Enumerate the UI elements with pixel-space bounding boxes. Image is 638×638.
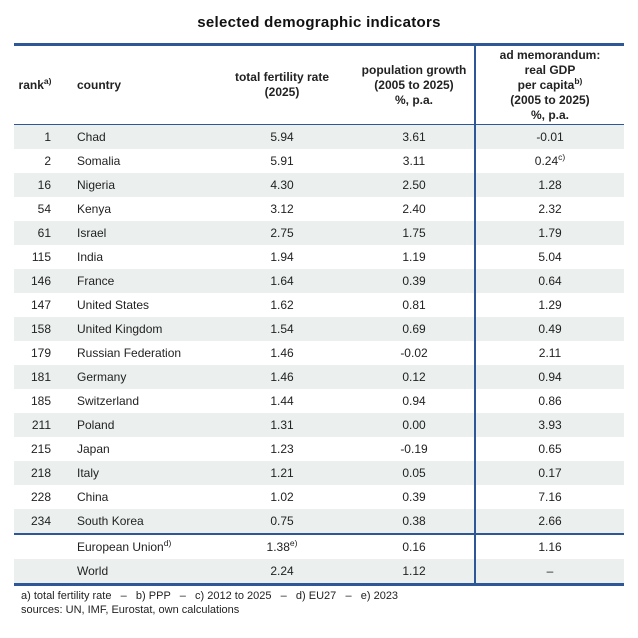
cell-tfr: 1.62	[270, 298, 294, 312]
cell-country: Germany	[77, 370, 127, 384]
column-header-country: country	[56, 45, 210, 125]
table-row	[14, 245, 624, 269]
column-header-tfr: total fertility rate (2025)	[210, 45, 354, 125]
table-row	[14, 485, 624, 509]
column-header-growth: population growth (2005 to 2025) %, p.a.	[354, 45, 475, 125]
cell-gdp: 2.66	[475, 509, 624, 534]
table-row	[14, 365, 624, 389]
table-row	[14, 341, 624, 365]
cell-growth: 2.50	[402, 178, 426, 192]
cell-country: United States	[77, 298, 150, 312]
cell-rank: 185	[30, 394, 51, 408]
cell-growth: 0.16	[354, 534, 475, 559]
cell-growth: 2.40	[402, 202, 426, 216]
cell-country: Kenya	[77, 202, 112, 216]
table-row	[14, 173, 624, 197]
cell-growth: 1.75	[402, 226, 426, 240]
cell-gdp: 1.29	[475, 293, 624, 317]
cell-gdp: -0.01	[475, 125, 624, 150]
cell-gdp: 2.11	[475, 341, 624, 365]
table-row	[14, 413, 624, 437]
cell-rank: 2	[44, 154, 51, 168]
summary-row	[14, 534, 624, 559]
page	[0, 14, 638, 616]
cell-gdp: 0.24$^{c)}$	[475, 149, 624, 173]
cell-tfr: 4.30	[270, 178, 294, 192]
cell-country: United Kingdom	[77, 322, 163, 336]
cell-rank	[14, 534, 56, 559]
cell-tfr: 1.38$^{e)}$	[210, 534, 354, 559]
cell-growth: 1.19	[402, 250, 426, 264]
cell-country: Poland	[77, 418, 115, 432]
cell-gdp: 0.49	[475, 317, 624, 341]
cell-country: Somalia	[77, 154, 121, 168]
cell-tfr: 1.31	[270, 418, 294, 432]
cell-gdp: 1.28	[475, 173, 624, 197]
footnotes: a) total fertility rate – b) PPP – c) 2012 to 2025 – d) EU27 – e) 2023	[21, 590, 399, 602]
cell-tfr: 1.44	[270, 394, 294, 408]
cell-tfr: 5.91	[270, 154, 294, 168]
column-header-rank: rank$^{a)}$	[14, 45, 56, 125]
table-row	[14, 317, 624, 341]
table-row	[14, 509, 624, 534]
cell-rank: 146	[30, 274, 51, 288]
cell-rank: 179	[30, 346, 51, 360]
cell-country: Italy	[77, 466, 100, 480]
cell-tfr: 1.21	[270, 466, 294, 480]
cell-rank: 218	[30, 466, 51, 480]
cell-gdp: 0.94	[475, 365, 624, 389]
table-row	[14, 437, 624, 461]
summary-row	[14, 559, 624, 585]
cell-rank: 147	[30, 298, 51, 312]
column-header-gdp: ad memorandum: real GDP per capita$^{b)}$ (2005 to 2025) %, p.a.	[475, 45, 624, 125]
table-row	[14, 293, 624, 317]
cell-growth: 0.39	[402, 274, 426, 288]
footnote-marker: c)	[558, 152, 566, 162]
cell-gdp: 1.79	[475, 221, 624, 245]
cell-tfr: 3.12	[270, 202, 294, 216]
cell-country: European Union$^{d)}$	[56, 534, 210, 559]
cell-country: France	[77, 274, 115, 288]
cell-growth: 0.12	[402, 370, 426, 384]
cell-tfr: 1.46	[270, 346, 294, 360]
cell-rank: 215	[30, 442, 51, 456]
cell-growth: 3.61	[402, 130, 426, 144]
cell-gdp: 3.93	[475, 413, 624, 437]
footnote-marker: b)	[574, 75, 583, 86]
cell-growth: 0.81	[402, 298, 426, 312]
cell-rank	[14, 559, 56, 585]
cell-tfr: 0.75	[270, 514, 294, 528]
cell-country: Russian Federation	[77, 346, 182, 360]
cell-country: Nigeria	[77, 178, 116, 192]
cell-growth: 0.39	[402, 490, 426, 504]
cell-country: India	[77, 250, 104, 264]
cell-rank: 16	[37, 178, 51, 192]
cell-tfr: 2.24	[270, 564, 294, 578]
table-row	[14, 221, 624, 245]
cell-rank: 234	[30, 514, 51, 528]
demographic-indicators-table	[14, 43, 624, 586]
table-body	[14, 125, 624, 535]
page-title: selected demographic indicators	[197, 14, 441, 31]
cell-tfr: 1.23	[270, 442, 294, 456]
cell-gdp: 0.65	[475, 437, 624, 461]
cell-gdp: 0.86	[475, 389, 624, 413]
cell-growth: 0.00	[402, 418, 426, 432]
cell-rank: 228	[30, 490, 51, 504]
cell-growth: 0.38	[402, 514, 426, 528]
table-row	[14, 149, 624, 173]
cell-tfr: 1.64	[270, 274, 294, 288]
table-row	[14, 197, 624, 221]
cell-country: Japan	[77, 442, 110, 456]
cell-growth: -0.02	[400, 346, 428, 360]
cell-gdp: –	[475, 559, 624, 585]
footnote-marker: a)	[43, 75, 52, 86]
cell-growth: 0.94	[402, 394, 426, 408]
table-row	[14, 125, 624, 150]
cell-gdp: 0.17	[475, 461, 624, 485]
cell-country: Israel	[77, 226, 107, 240]
cell-gdp: 2.32	[475, 197, 624, 221]
cell-rank: 211	[31, 418, 51, 432]
cell-rank: 1	[44, 130, 51, 144]
cell-gdp: 5.04	[475, 245, 624, 269]
cell-tfr: 1.94	[270, 250, 294, 264]
table-summary	[14, 534, 624, 585]
header-row	[14, 45, 624, 125]
cell-country: China	[77, 490, 109, 504]
table-row	[14, 269, 624, 293]
cell-tfr: 2.75	[270, 226, 294, 240]
cell-gdp: 1.16	[475, 534, 624, 559]
cell-country: Switzerland	[77, 394, 140, 408]
footnote-marker: d)	[163, 538, 172, 548]
cell-growth: 3.11	[402, 154, 426, 168]
cell-rank: 115	[31, 250, 51, 264]
cell-growth: 0.69	[402, 322, 426, 336]
cell-growth: -0.19	[400, 442, 428, 456]
cell-rank: 181	[30, 370, 51, 384]
table-row	[14, 461, 624, 485]
cell-gdp: 7.16	[475, 485, 624, 509]
cell-tfr: 1.46	[270, 370, 294, 384]
cell-gdp: 0.64	[475, 269, 624, 293]
cell-tfr: 1.02	[270, 490, 294, 504]
cell-rank: 158	[30, 322, 51, 336]
cell-growth: 1.12	[402, 564, 426, 578]
cell-rank: 54	[37, 202, 51, 216]
cell-tfr: 5.94	[270, 130, 294, 144]
footnote-marker: e)	[289, 538, 298, 548]
cell-rank: 61	[37, 226, 51, 240]
table-header	[14, 45, 624, 125]
sources-line: sources: UN, IMF, Eurostat, own calculations	[21, 604, 240, 616]
cell-country: South Korea	[77, 514, 144, 528]
cell-tfr: 1.54	[270, 322, 294, 336]
cell-country: Chad	[77, 130, 106, 144]
cell-growth: 0.05	[402, 466, 426, 480]
table-row	[14, 389, 624, 413]
cell-country: World	[77, 564, 109, 578]
